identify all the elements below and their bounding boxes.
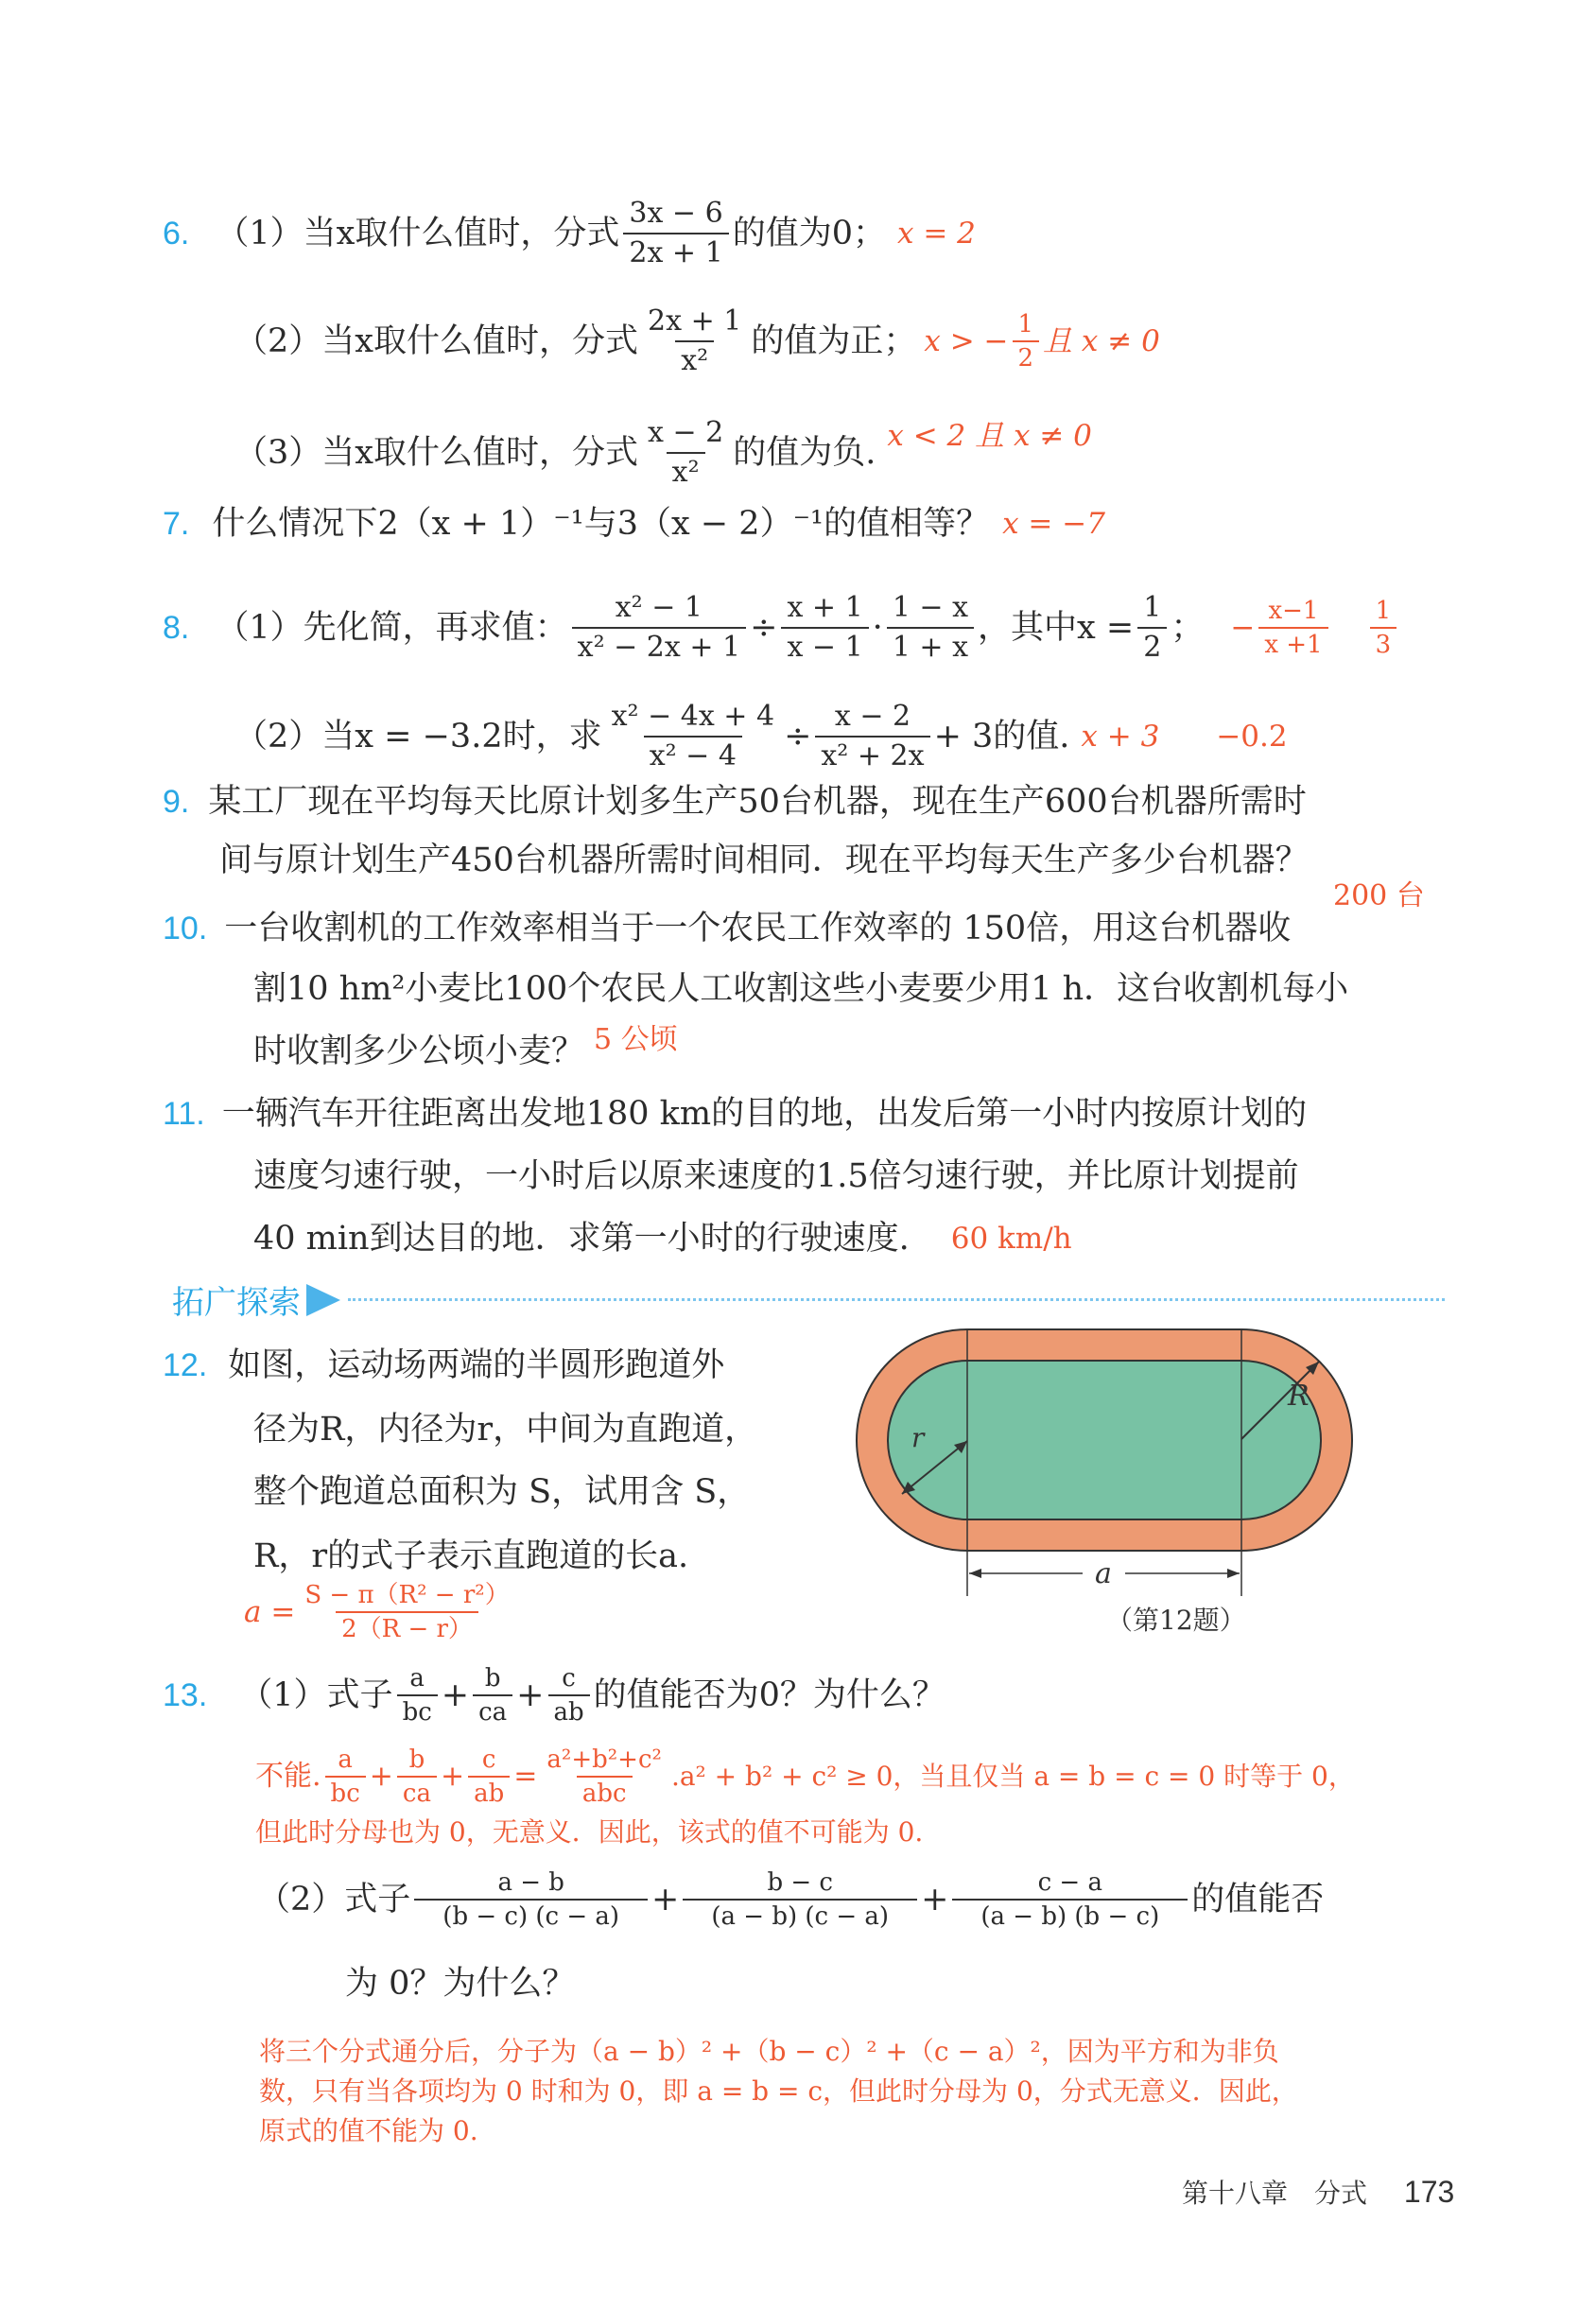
operator: · xyxy=(872,609,883,647)
fraction: $\frac{x - 2}{\text{x²}}$ xyxy=(648,416,724,489)
problem-13-part-1-answer-line-2 xyxy=(255,1812,923,1853)
question-text: 当x取什么值时，分式 xyxy=(321,434,639,472)
question-text: 割10 hm²小麦比100个农民人工收割这些小麦要少用1 h．这台收割机每小 xyxy=(253,970,1349,1008)
problem-7 xyxy=(163,503,1105,545)
question-text: 一台收割机的工作效率相当于一个农民工作效率的 150倍，用这台机器收 xyxy=(224,910,1292,947)
label-a: a xyxy=(1095,1557,1112,1590)
label-R: R xyxy=(1288,1380,1310,1413)
triangle-arrow-icon xyxy=(306,1284,340,1316)
question-text: 当x取什么值时，分式 xyxy=(303,215,620,252)
part-label: （2） xyxy=(234,322,322,360)
problem-13-part-2-answer-line-1 xyxy=(259,2031,1279,2073)
problem-6-part-2 xyxy=(234,304,1160,378)
fraction: $\frac{x - 2}{\text{x² + 2x}}$ xyxy=(815,700,929,773)
question-text: + 3的值. xyxy=(933,718,1070,755)
handwritten-answer: 不能. xyxy=(255,1760,321,1793)
answer-fraction: $\frac{\text{a²+b²+c²}}{\text{abc}}$ xyxy=(546,1745,662,1808)
problem-number: 9. xyxy=(163,784,190,820)
problem-12-line-4 xyxy=(253,1536,688,1577)
fraction: $\frac{a - b}{(b - c) (c - a)}$ xyxy=(414,1868,648,1931)
handwritten-answer: 5 公顷 xyxy=(594,1023,678,1056)
question-text: 整个跑道总面积为 S，试用含 S， xyxy=(253,1473,751,1511)
question-text: 式子 xyxy=(344,1881,411,1918)
question-text: ，其中x = xyxy=(978,609,1135,647)
fraction: $\frac{1 - x}{1 + x}$ xyxy=(887,591,974,665)
question-text: 的值为正； xyxy=(751,322,917,360)
problem-8-part-1 xyxy=(163,591,1400,665)
figure-caption: （第12题） xyxy=(1106,1605,1246,1636)
handwritten-answer: x + 3 xyxy=(1081,720,1160,754)
handwritten-answer: x > − xyxy=(924,324,1009,358)
part-label: （2） xyxy=(257,1881,345,1918)
question-text: 什么情况下2（x + 1）⁻¹与3（x − 2）⁻¹的值相等？ xyxy=(212,505,990,543)
answer-fraction: $\frac{a}{bc}$ xyxy=(325,1745,366,1808)
answer-fraction: $\frac{c}{ab}$ xyxy=(468,1745,510,1808)
page-number: 173 xyxy=(1403,2175,1455,2209)
question-text: 为 0？为什么？ xyxy=(345,1965,576,2003)
part-label: （1） xyxy=(239,1676,327,1714)
running-track-figure xyxy=(851,1324,1475,1598)
fraction: $\frac{c - a}{(a - b) (b - c)}$ xyxy=(952,1868,1188,1931)
handwritten-answer: x < 2 且 x ≠ 0 xyxy=(887,419,1092,453)
handwritten-answer: x = −7 xyxy=(1002,507,1105,541)
problem-8-part-2 xyxy=(234,700,1288,773)
fraction: $\frac{\text{x² − 1}}{\text{x² − 2x + 1}}$ xyxy=(572,591,746,665)
question-text: 当x取什么值时，分式 xyxy=(321,322,639,360)
problem-11-line-2 xyxy=(253,1155,1299,1197)
answer-value-fraction: $\frac{1}{3}$ xyxy=(1370,597,1397,659)
handwritten-answer: x = 2 xyxy=(896,217,976,251)
question-text: 的值能否为0？为什么？ xyxy=(593,1676,945,1714)
question-text: 式子 xyxy=(326,1676,393,1714)
problem-11-line-3 xyxy=(253,1218,1072,1259)
question-text: 的值为0； xyxy=(732,215,886,252)
handwritten-answer: 将三个分式通分后，分子为（a − b）² +（b − c）² +（c − a）²，因为平方和为非负 xyxy=(259,2036,1279,2067)
dotted-divider xyxy=(348,1298,1445,1301)
part-label: （1） xyxy=(216,215,304,252)
part-label: （3） xyxy=(234,434,322,472)
problem-6-part-3 xyxy=(234,416,1092,490)
question-text: 40 min到达目的地．求第一小时的行驶速度. xyxy=(253,1220,910,1258)
section-title: 拓广探索 xyxy=(172,1284,301,1322)
problem-11-line-1 xyxy=(163,1093,1307,1135)
question-text: 径为R，内径为r，中间为直跑道， xyxy=(253,1411,758,1449)
fraction: $\frac{\text{x² − 4x + 4}}{\text{x² − 4}}$ xyxy=(611,700,775,773)
handwritten-answer: .a² + b² + c² ≥ 0，当且仅当 a = b = c = 0 时等于 0， xyxy=(670,1761,1355,1792)
answer-fraction: $\frac{\text{S − π（R² − r²）}}{2(R - r)}$ xyxy=(304,1581,510,1643)
fraction: $\frac{c}{ab}$ xyxy=(548,1664,590,1727)
section-header xyxy=(172,1276,1445,1323)
part-label: （1） xyxy=(216,609,304,647)
chapter-title: 第十八章 分式 xyxy=(1182,2178,1368,2209)
handwritten-answer: 200 台 xyxy=(1333,879,1425,912)
problem-13-part-2: （2） 式子 $\frac{a - b}{(b - c) (c - a)}$ + $\frac{b - c}{(a - b) (c - a)}$ + $\frac{c - a}{(a - b) (b - c)}$ 的值能否 xyxy=(257,1868,1325,1931)
question-text: 当x = −3.2时，求 xyxy=(321,718,602,755)
problem-12-line-2 xyxy=(253,1409,757,1450)
question-text: ； xyxy=(1171,609,1205,647)
part-label: （2） xyxy=(234,718,322,755)
problem-9-line-1 xyxy=(163,781,1307,823)
question-text: 一辆汽车开往距离出发地180 km的目的地，出发后第一小时内按原计划的 xyxy=(221,1095,1308,1133)
problem-13-part-1-answer-line-1: 不能. $\frac{a}{bc}$ + $\frac{b}{ca}$ + $\frac{c}{ab}$ = $\frac{\text{a²+b²+c²}}{\text{abc}}$ .a² + b² + c² ≥ 0，当且仅当 a = b = c = 0 时等于 0， xyxy=(255,1745,1355,1808)
problem-12-answer xyxy=(244,1581,519,1643)
answer-fraction: $\frac{1}{2}$ xyxy=(1013,310,1040,373)
problem-13-part-2-line-2 xyxy=(345,1963,575,2005)
problem-6-part-1 xyxy=(163,197,976,270)
problem-12-line-3 xyxy=(253,1471,750,1513)
page-footer xyxy=(1182,2173,1454,2211)
fraction: $\frac{2x + 1}{\text{x²}}$ xyxy=(648,304,742,377)
problem-number: 6. xyxy=(163,216,190,252)
question-text: 时收割多少公顷小麦？ xyxy=(253,1033,585,1070)
problem-number: 7. xyxy=(163,506,190,542)
answer-fraction: $\frac{x-1}{x +1}$ xyxy=(1258,597,1327,659)
question-text: 先化简，再求值： xyxy=(303,609,568,647)
problem-13-part-2-answer-line-2 xyxy=(259,2071,1298,2112)
handwritten-answer-sign: − xyxy=(1230,611,1256,645)
operator: ÷ xyxy=(784,718,812,755)
answer-fraction: $\frac{b}{ca}$ xyxy=(397,1745,437,1808)
question-text: 间与原计划生产450台机器所需时间相同．现在平均每天生产多少台机器？ xyxy=(219,842,1309,879)
problem-number: 10. xyxy=(163,911,208,946)
handwritten-answer: 但此时分母也为 0，无意义．因此，该式的值不可能为 0. xyxy=(255,1816,924,1848)
question-text: 如图，运动场两端的半圆形跑道外 xyxy=(228,1346,725,1384)
handwritten-answer-lhs: a = xyxy=(244,1595,296,1629)
problem-10-line-1 xyxy=(163,908,1291,949)
fraction: $\frac{a}{bc}$ xyxy=(397,1664,438,1727)
operator: ÷ xyxy=(750,609,778,647)
fraction: $\frac{3x - 6}{2x + 1}$ xyxy=(623,197,728,270)
problem-10-line-3 xyxy=(253,1023,678,1072)
question-text: 的值为负. xyxy=(733,434,876,472)
question-text: 速度匀速行驶，一小时后以原来速度的1.5倍匀速行驶，并比原计划提前 xyxy=(253,1157,1299,1195)
handwritten-answer-value: −0.2 xyxy=(1216,720,1288,754)
problem-13-part-2-answer-line-3 xyxy=(259,2110,478,2152)
fraction: $\frac{1}{2}$ xyxy=(1137,591,1167,665)
problem-10-line-2 xyxy=(253,968,1348,1010)
handwritten-answer: 且 x ≠ 0 xyxy=(1043,324,1160,358)
problem-12-line-1 xyxy=(163,1345,724,1386)
problem-number: 12. xyxy=(163,1347,208,1383)
handwritten-answer: 数，只有当各项均为 0 时和为 0，即 a = b = c，但此时分母为 0，分式无意义．因此， xyxy=(259,2075,1298,2107)
handwritten-answer: 60 km/h xyxy=(950,1222,1072,1256)
label-r: r xyxy=(911,1422,925,1453)
fraction: $\frac{b - c}{(a - b) (c - a)}$ xyxy=(683,1868,917,1931)
question-text: R，r的式子表示直跑道的长a. xyxy=(253,1537,689,1575)
fraction: $\frac{b}{ca}$ xyxy=(473,1664,512,1727)
question-text: 的值能否 xyxy=(1191,1881,1325,1918)
problem-number: 8. xyxy=(163,610,190,646)
problem-number: 13. xyxy=(163,1677,208,1713)
handwritten-answer: 原式的值不能为 0. xyxy=(259,2115,478,2146)
problem-9-line-2 xyxy=(219,840,1309,881)
question-text: 某工厂现在平均每天比原计划多生产50台机器，现在生产600台机器所需时 xyxy=(208,783,1307,821)
problem-number: 11. xyxy=(163,1096,205,1132)
fraction: $\frac{x + 1}{x - 1}$ xyxy=(781,591,868,665)
problem-13-part-1: 13. （1） 式子 $\frac{a}{bc}$ + $\frac{b}{ca}$ + $\frac{c}{ab}$ 的值能否为0？为什么？ xyxy=(163,1664,945,1727)
